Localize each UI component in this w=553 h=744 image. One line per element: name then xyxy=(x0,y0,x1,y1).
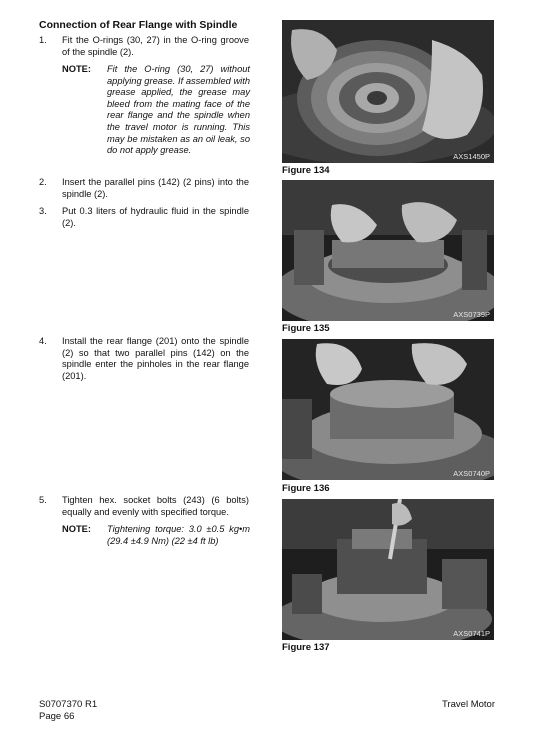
figure-caption: Figure 136 xyxy=(282,483,330,494)
step-3 xyxy=(39,206,249,230)
step-5 xyxy=(39,495,249,519)
step-1 xyxy=(39,35,249,59)
step-number: 2. xyxy=(39,177,47,187)
step-text: Fit the O-rings (30, 27) in the O-ring groove of the spindle (2). xyxy=(62,35,249,57)
note-torque xyxy=(62,524,250,560)
figure-137-photo xyxy=(282,499,494,640)
footer-section: Travel Motor xyxy=(442,699,495,710)
step-number: 3. xyxy=(39,206,47,216)
figure-134-photo xyxy=(282,20,494,163)
figure-135-photo xyxy=(282,180,494,321)
figure-caption: Figure 135 xyxy=(282,323,330,334)
figure-code: AXS0741P xyxy=(453,629,490,638)
step-text: Insert the parallel pins (142) (2 pins) into the spindle (2). xyxy=(62,177,249,199)
step-text: Tighten hex. socket bolts (243) (6 bolts) equally and evenly with specified torque. xyxy=(62,495,249,517)
note-text: Fit the O-ring (30, 27) without applying grease. If assembled with grease applied, the grease may bleed from the mating face of the rear flange and the spindle when the travel motor is running. This may be mistaken as an oil leak, so do not apply grease. xyxy=(107,64,250,156)
figure-code: AXS0740P xyxy=(453,469,490,478)
figure-code: AXS1450P xyxy=(453,152,490,161)
figure-code: AXS0739P xyxy=(453,310,490,319)
step-number: 4. xyxy=(39,336,47,346)
figure-caption: Figure 134 xyxy=(282,165,330,176)
figure-136-photo xyxy=(282,339,494,480)
section-title: Connection of Rear Flange with Spindle xyxy=(39,19,238,31)
note-label: NOTE: xyxy=(62,524,91,534)
step-text: Put 0.3 liters of hydraulic fluid in the spindle (2). xyxy=(62,206,249,228)
footer-doc-number: S0707370 R1 xyxy=(39,699,98,710)
step-number: 1. xyxy=(39,35,47,45)
step-4 xyxy=(39,336,249,384)
figure-caption: Figure 137 xyxy=(282,642,330,653)
note-text: Tightening torque: 3.0 ±0.5 kg•m (29.4 ±4.9 Nm) (22 ±4 ft lb) xyxy=(107,524,250,546)
step-text: Install the rear flange (201) onto the spindle (2) so that two parallel pins (142) on the spindle enter the pinholes in the rear flange (201). xyxy=(62,336,249,381)
step-2 xyxy=(39,177,249,201)
note-label: NOTE: xyxy=(62,64,91,74)
step-number: 5. xyxy=(39,495,47,505)
note-grease xyxy=(62,64,250,172)
footer-page-number: Page 66 xyxy=(39,711,75,722)
